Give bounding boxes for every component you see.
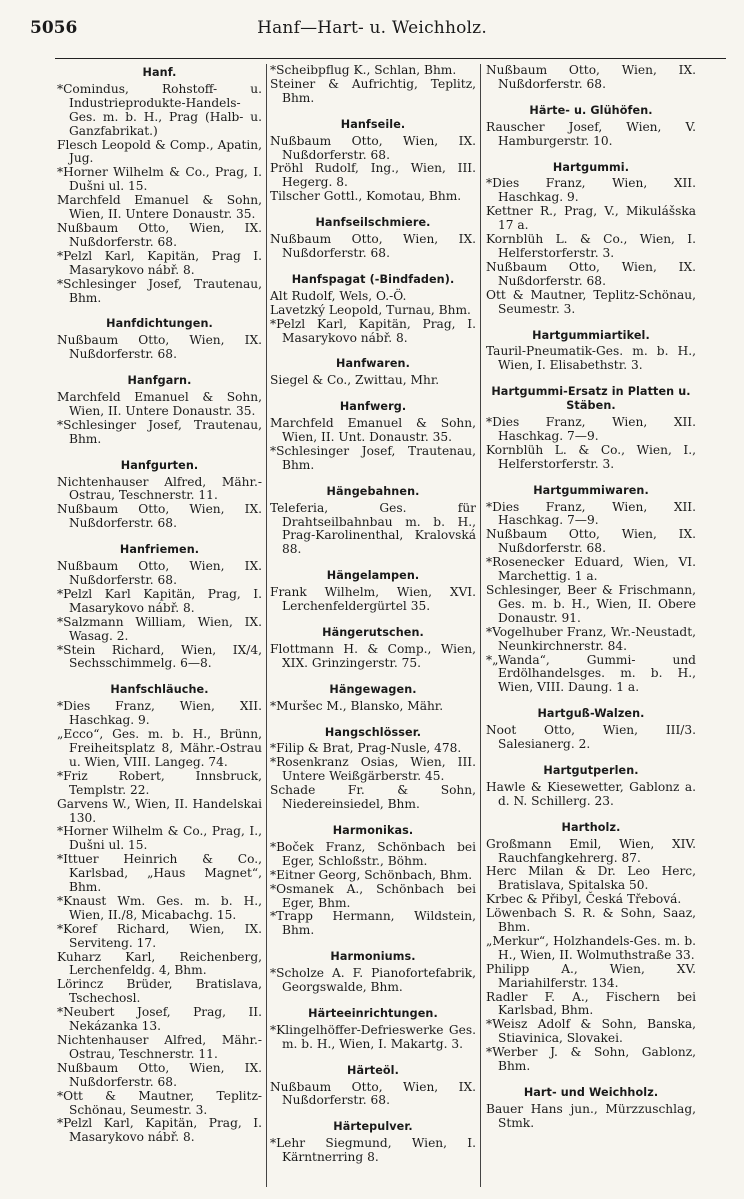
directory-entry: *Scheibpflug K., Schlan, Bhm. <box>270 63 457 77</box>
directory-entry: *Dies Franz, Wien, XII. Haschkag. 9. <box>57 699 262 728</box>
directory-entry: Nußbaum Otto, Wien, IX. Nußdorferstr. 68. <box>57 220 262 249</box>
directory-entry: Nußbaum Otto, Wien, IX. Nußdorferstr. 68. <box>57 559 262 587</box>
section-heading: Hanfseile. <box>340 117 406 131</box>
directory-entry: Krbec & Přibyl, Česká Třebová. <box>486 892 682 907</box>
directory-entry: *Pelzl Karl, Kapitän, Prag, I. Masarykovo nábř. 8. <box>57 1116 262 1145</box>
section-heading: Hartholz. <box>561 820 621 834</box>
directory-section <box>486 104 696 149</box>
directory-entry: Garvens W., Wien, II. Handelskai 130. <box>57 796 262 825</box>
column-2 <box>270 64 476 1189</box>
header-rule <box>55 58 726 59</box>
directory-section <box>486 1086 696 1131</box>
directory-entry: Nußbaum Otto, Wien, IX. Nußdorferstr. 68. <box>486 259 696 288</box>
directory-entry: Nußbaum Otto, Wien, IX. Nußdorferstr. 68. <box>486 63 696 91</box>
section-heading: Harmonikas. <box>332 823 414 837</box>
directory-entry: *„Wanda“, Gummi- und Erdölhandelsges. m. b. H., Wien, VIII. Daung. 1 a. <box>486 652 696 695</box>
section-heading: Hanfschläuche. <box>110 683 209 697</box>
directory-entry: Nußbaum Otto, Wien, IX. Nußdorferstr. 68. <box>57 502 262 531</box>
directory-entry: Lavetzký Leopold, Turnau, Bhm. <box>270 302 471 317</box>
directory-entry: *Stein Richard, Wien, IX/4, Sechsschimmelg. 6—8. <box>57 642 262 671</box>
running-title: Hanf—Hart- u. Weichholz. <box>257 18 487 38</box>
directory-entry: Kornblüh L. & Co., Wien, I. Helferstorferstr. 3. <box>486 232 696 260</box>
directory-entry: Schlesinger, Beer & Frischmann, Ges. m. b. H., Wien, II. Obere Donaustr. 91. <box>486 583 696 625</box>
directory-entry: *Eitner Georg, Schönbach, Bhm. <box>270 867 473 882</box>
directory-section <box>270 216 476 261</box>
directory-entry: *Ittuer Heinrich & Co., Karlsbad, „Haus Magnet“, Bhm. <box>57 852 262 895</box>
section-heading: Hanfwaren. <box>336 357 410 371</box>
section-heading: Hart- und Weichholz. <box>523 1086 659 1099</box>
directory-entry: *Knaust Wm. Ges. m. b. H., Wien, II./8, Micabachg. 15. <box>57 893 262 922</box>
directory-entry: *Scholze A. F. Pianofortefabrik, Georgswalde, Bhm. <box>270 966 476 995</box>
section-heading: Hartgummi-Ersatz in Platten u. Stäben. <box>491 385 691 413</box>
page-number: 5056 <box>30 18 78 38</box>
directory-entry: *Dies Franz, Wien, XII. Haschkag. 7—9. <box>486 415 696 443</box>
directory-section <box>270 683 476 714</box>
section-heading: Hanfriemen. <box>119 543 200 557</box>
directory-entry: *Filip & Brat, Prag-Nusle, 478. <box>270 741 462 756</box>
directory-section <box>486 764 696 809</box>
directory-entry: Schade Fr. & Sohn, Niedereinsiedel, Bhm. <box>270 783 476 812</box>
directory-section <box>270 626 476 671</box>
directory-section <box>57 317 262 362</box>
section-heading: Hanfseilschmiere. <box>315 216 431 230</box>
directory-entry: Marchfeld Emanuel & Sohn, Wien, II. Unt. Donaustr. 35. <box>270 416 476 445</box>
directory-entry: Marchfeld Emanuel & Sohn, Wien, II. Untere Donaustr. 35. <box>57 193 262 222</box>
directory-entry: *Klingelhöffer-Defrieswerke Ges. m. b. H., Wien, I. Makartg. 3. <box>270 1022 476 1051</box>
directory-entry: Radler F. A., Fischern bei Karlsbad, Bhm. <box>486 989 696 1018</box>
directory-entry: Nußbaum Otto, Wien, IX. Nußdorferstr. 68. <box>57 1060 262 1089</box>
directory-entry: *Schlesinger Josef, Trautenau, Bhm. <box>57 417 262 446</box>
directory-entry: *Werber J. & Sohn, Gablonz, Bhm. <box>486 1045 696 1074</box>
directory-entry: *Pelzl Karl Kapitän, Prag, I. Masarykovo nábř. 8. <box>57 586 262 615</box>
directory-section <box>270 1120 476 1165</box>
directory-entry: *Rosenkranz Osias, Wien, III. Untere Weißgärberstr. 45. <box>270 755 476 784</box>
directory-entry: Lörincz Brüder, Bratislava, Tschechosl. <box>57 977 262 1006</box>
section-heading: Hanfgarn. <box>127 374 192 388</box>
directory-section <box>270 357 476 388</box>
directory-entry: Kettner R., Prag, V., Mikulášska 17 a. <box>486 204 696 233</box>
directory-entry: *Ott & Mautner, Teplitz-Schönau, Seumestr. 3. <box>57 1088 262 1117</box>
section-heading: Härteöl. <box>347 1063 399 1077</box>
directory-entry: *Vogelhuber Franz, Wr.-Neustadt, Neunkirchnerstr. 84. <box>486 624 696 653</box>
directory-section <box>486 161 696 317</box>
directory-entry: *Dies Franz, Wien, XII. Haschkag. 9. <box>486 176 696 205</box>
page-header <box>30 18 714 48</box>
directory-entry: *Koref Richard, Wien, IX. Serviteng. 17. <box>57 921 262 950</box>
directory-entry: *Rosenecker Eduard, Wien, VI. Marchettig. 1 a. <box>486 555 696 584</box>
directory-entry: *Lehr Siegmund, Wien, I. Kärntnerring 8. <box>270 1136 476 1165</box>
directory-entry: Nußbaum Otto, Wien, IX. Nußdorferstr. 68. <box>270 133 476 162</box>
directory-entry: Pröhl Rudolf, Ing., Wien, III. Hegerg. 8. <box>270 161 476 190</box>
directory-entry: *Salzmann William, Wien, IX. Wasag. 2. <box>57 614 262 643</box>
section-heading: Hartgummiwaren. <box>533 483 649 497</box>
directory-section <box>270 118 476 204</box>
directory-entry: *Friz Robert, Innsbruck, Templstr. 22. <box>57 768 262 797</box>
directory-entry: Flesch Leopold & Comp., Apatin, Jug. <box>57 137 262 166</box>
directory-entry: Nichtenhauser Alfred, Mähr.-Ostrau, Teschnerstr. 11. <box>57 474 262 503</box>
directory-entry: *Horner Wilhelm & Co., Prag, I., Dušni ul. 15. <box>57 824 262 853</box>
directory-section <box>486 707 696 752</box>
directory-entry: *Muršec M., Blansko, Mähr. <box>270 698 444 713</box>
directory-entry: Tilscher Gottl., Komotau, Bhm. <box>270 189 462 204</box>
directory-section <box>486 821 696 1074</box>
section-heading: Hartguß-Walzen. <box>537 707 645 721</box>
directory-entry: Philipp A., Wien, XV. Mariahilferstr. 134. <box>486 961 696 990</box>
directory-entry: *Horner Wilhelm & Co., Prag, I. Dušni ul. 15. <box>57 165 262 194</box>
section-heading: Hanfgurten. <box>120 458 199 472</box>
section-heading: Harmoniums. <box>330 950 416 964</box>
directory-section <box>486 385 696 471</box>
directory-entry: Kuharz Karl, Reichenberg, Lerchenfeldg. 4, Bhm. <box>57 949 262 978</box>
directory-section <box>270 824 476 938</box>
section-heading: Hängewagen. <box>329 682 417 696</box>
directory-entry: *Pelzl Karl, Kapitän, Prag, I. Masarykovo nábř. 8. <box>270 316 476 345</box>
section-heading: Hartgutperlen. <box>543 763 639 777</box>
directory-entry: Nichtenhauser Alfred, Mähr.-Ostrau, Teschnerstr. 11. <box>57 1033 262 1061</box>
directory-section <box>57 66 262 305</box>
directory-entry: Flottmann H. & Comp., Wien, XIX. Grinzingerstr. 75. <box>270 641 476 670</box>
directory-section <box>57 374 262 447</box>
directory-section <box>57 459 262 532</box>
section-heading: Hängebahnen. <box>326 484 420 498</box>
directory-section <box>486 64 696 92</box>
directory-entry: *Neubert Josef, Prag, II. Nekázanka 13. <box>57 1005 262 1034</box>
directory-entry: Noot Otto, Wien, III/3. Salesianerg. 2. <box>486 723 696 752</box>
directory-section <box>57 543 262 671</box>
directory-entry: „Ecco“, Ges. m. b. H., Brünn, Freiheitsplatz 8, Mähr.-Ostrau u. Wien, VIII. Langeg. 74. <box>57 727 262 769</box>
directory-entry: *Dies Franz, Wien, XII. Haschkag. 7—9. <box>486 499 696 528</box>
directory-entry: *Pelzl Karl, Kapitän, Prag I. Masarykovo nábř. 8. <box>57 248 262 277</box>
directory-section <box>270 950 476 995</box>
directory-entry: *Trapp Hermann, Wildstein, Bhm. <box>270 909 476 938</box>
section-heading: Hartgummi. <box>552 160 630 174</box>
directory-entry: Bauer Hans jun., Mürzzuschlag, Stmk. <box>486 1101 696 1130</box>
section-heading: Hartgummiartikel. <box>532 328 650 342</box>
directory-section <box>57 683 262 1145</box>
directory-entry: Hawle & Kiesewetter, Gablonz a. d. N. Schillerg. 23. <box>486 779 696 808</box>
directory-section <box>270 485 476 558</box>
column-divider <box>266 64 267 1187</box>
directory-entry: *Boček Franz, Schönbach bei Eger, Schloßstr., Böhm. <box>270 839 476 868</box>
directory-entry: Siegel & Co., Zwittau, Mhr. <box>270 373 440 388</box>
directory-entry: *Schlesinger Josef, Trautenau, Bhm. <box>270 443 476 472</box>
directory-entry: Frank Wilhelm, Wien, XVI. Lerchenfeldergürtel 35. <box>270 585 476 614</box>
section-heading: Härteeinrichtungen. <box>308 1006 438 1020</box>
directory-entry: *Weisz Adolf & Sohn, Banska, Stiavinica, Slovakei. <box>486 1017 696 1046</box>
directory-entry: *Comindus, Rohstoff- u. Industrieprodukte-Handels-Ges. m. b. H., Prag (Halb- u. Ganzfabrikat.) <box>57 81 262 138</box>
directory-entry: Löwenbach S. R. & Sohn, Saaz, Bhm. <box>486 906 696 935</box>
section-heading: Hanf. <box>142 66 177 79</box>
section-heading: Hängerutschen. <box>322 626 424 639</box>
column-1 <box>57 64 262 1189</box>
directory-entry: *Osmanek A., Schönbach bei Eger, Bhm. <box>270 881 476 910</box>
section-heading: Härtepulver. <box>333 1120 413 1134</box>
column-divider <box>480 64 481 1187</box>
directory-section <box>270 1007 476 1052</box>
directory-section <box>270 64 476 106</box>
directory-entry: Kornblüh L. & Co., Wien, I., Helferstorferstr. 3. <box>486 442 696 471</box>
section-heading: Hängelampen. <box>326 569 420 583</box>
directory-section <box>270 400 476 473</box>
directory-entry: Marchfeld Emanuel & Sohn, Wien, II. Untere Donaustr. 35. <box>57 390 262 418</box>
section-heading: Hanfwerg. <box>339 400 407 414</box>
column-3 <box>486 64 696 1189</box>
directory-entry: Nußbaum Otto, Wien, IX. Nußdorferstr. 68. <box>270 1079 476 1108</box>
directory-entry: Rauscher Josef, Wien, V. Hamburgerstr. 10. <box>486 119 696 148</box>
section-heading: Hangschlösser. <box>324 725 422 739</box>
directory-section <box>270 569 476 614</box>
directory-section <box>270 273 476 346</box>
section-heading: Hanfspagat (-Bindfaden). <box>291 272 455 286</box>
section-heading: Härte- u. Glühöfen. <box>529 103 653 117</box>
directory-entry: „Merkur“, Holzhandels-Ges. m. b. H., Wien, II. Wolmuthstraße 33. <box>486 933 696 962</box>
directory-entry: Großmann Emil, Wien, XIV. Rauchfangkehrerg. 87. <box>486 836 696 865</box>
directory-entry: Nußbaum Otto, Wien, IX. Nußdorferstr. 68. <box>57 333 262 362</box>
directory-section <box>270 1064 476 1109</box>
directory-section <box>486 484 696 696</box>
directory-section <box>486 329 696 374</box>
directory-entry: Tauril-Pneumatik-Ges. m. b. H., Wien, I. Elisabethstr. 3. <box>486 344 696 373</box>
directory-entry: Alt Rudolf, Wels, O.-Ö. <box>270 288 407 303</box>
directory-section <box>270 726 476 812</box>
directory-entry: Nußbaum Otto, Wien, IX. Nußdorferstr. 68. <box>270 232 476 260</box>
directory-entry: Teleferia, Ges. für Drahtseilbahnbau m. b. H., Prag-Karolinenthal, Kralovská 88. <box>270 500 476 557</box>
section-heading: Hanfdichtungen. <box>106 317 213 331</box>
directory-entry: *Schlesinger Josef, Trautenau, Bhm. <box>57 276 262 305</box>
directory-entry: Herc Milan & Dr. Leo Herc, Bratislava, Spitalska 50. <box>486 864 696 893</box>
directory-entry: Nußbaum Otto, Wien, IX. Nußdorferstr. 68. <box>486 527 696 556</box>
directory-entry: Steiner & Aufrichtig, Teplitz, Bhm. <box>270 76 476 105</box>
directory-entry: Ott & Mautner, Teplitz-Schönau, Seumestr. 3. <box>486 287 696 316</box>
